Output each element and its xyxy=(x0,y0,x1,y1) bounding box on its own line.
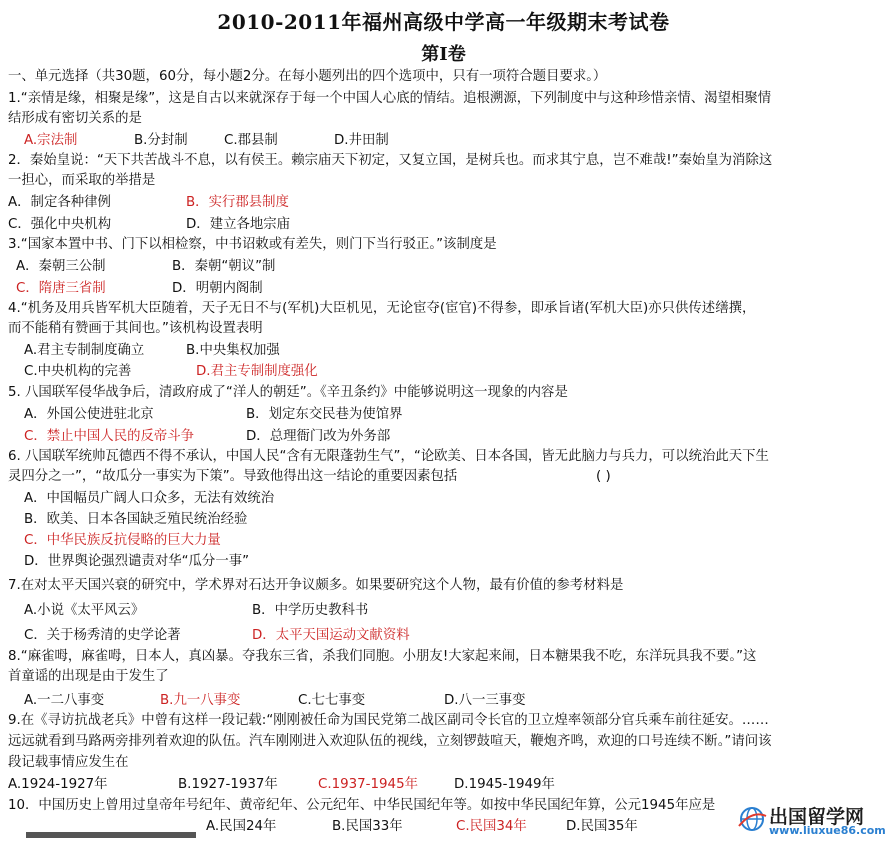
exam-title: 2010-2011年福州高级中学高一年级期末考试卷 xyxy=(217,10,670,34)
question-4-option-b: B.中央集权加强 xyxy=(186,343,280,358)
question-2-option-d: D．建立各地宗庙 xyxy=(186,217,291,232)
question-8-line-1: 8.“麻雀呣，麻雀呣，日本人，真凶暴。夺我东三省，杀我们同胞。小朋友!大家起来闹，日本糖果我不吃，东洋玩具我不要。”这 xyxy=(8,649,757,664)
question-10-line-1: 10．中国历史上曾用过皇帝年号纪年、黄帝纪年、公元纪年、中华民国纪年等。如按中华民国纪年算，公元1945年应是 xyxy=(8,798,716,813)
watermark-url: www.liuxue86.com xyxy=(769,824,886,837)
question-4-option-a: A.君主专制制度确立 xyxy=(24,343,145,358)
page-edge-bar xyxy=(26,832,196,838)
question-8-option-a: A.一二八事变 xyxy=(24,693,105,708)
question-9-line-3: 段记载事情应发生在 xyxy=(8,755,129,770)
question-8-option-c: C.七七事变 xyxy=(298,693,366,708)
question-3-option-a: A．秦朝三公制 xyxy=(16,259,106,274)
question-6-line-1: 6. 八国联军统帅瓦德西不得不承认，中国人民“含有无限蓬勃生气”，“论欧美、日本各国，皆无此脑力与兵力，可以统治此天下生 xyxy=(8,449,769,464)
question-1-line-1: 1.“亲情是缘，相聚是缘”，这是自古以来就深存于每一个中国人心底的情结。追根溯源，下列制度中与这种珍惜亲情、渴望相聚情 xyxy=(8,91,772,106)
question-7-option-c: C．关于杨秀清的史学论著 xyxy=(24,628,181,643)
question-4-option-c: C.中央机构的完善 xyxy=(24,364,132,379)
question-10-option-d: D.民国35年 xyxy=(566,819,638,834)
question-9-option-a: A.1924-1927年 xyxy=(8,777,108,792)
question-7-option-a: A.小说《太平风云》 xyxy=(24,603,145,618)
question-6-option-b: B．欧美、日本各国缺乏殖民统治经验 xyxy=(24,512,248,527)
question-7-line-1: 7.在对太平天国兴衰的研究中，学术界对石达开争议颇多。如果要研究这个人物，最有价值的参考材料是 xyxy=(8,578,624,593)
question-6-option-d: D．世界舆论强烈谴责对华“瓜分一事” xyxy=(24,554,250,569)
question-1-line-2: 结形成有密切关系的是 xyxy=(8,111,142,126)
globe-logo-icon xyxy=(737,806,767,832)
question-9-option-d: D.1945-1949年 xyxy=(454,777,555,792)
question-9-line-1: 9.在《寻访抗战老兵》中曾有这样一段记载:“刚刚被任命为国民党第二战区副司令长官的卫立煌率领部分官兵乘车前往延安。…… xyxy=(8,713,769,728)
question-7-option-b: B．中学历史教科书 xyxy=(252,603,369,618)
question-2-line-2: 一担心，而采取的举措是 xyxy=(8,173,156,188)
watermark-site-name: 出国留学网 xyxy=(769,806,865,828)
question-6-answer-blank: ( ) xyxy=(596,469,611,484)
question-5-option-d: D．总理衙门改为外务部 xyxy=(246,429,391,444)
question-8-option-b: B.九一八事变 xyxy=(160,693,241,708)
question-10-option-b: B.民国33年 xyxy=(332,819,403,834)
site-watermark xyxy=(729,802,886,838)
question-4-line-1: 4.“机务及用兵皆军机大臣随着，天子无日不与(军机)大臣机见，无论宦夺(宦官)不得参，即承旨诸(军机大臣)亦只供传述缮撰， xyxy=(8,301,756,316)
question-5-option-a: A．外国公使进驻北京 xyxy=(24,407,154,422)
question-8-line-2: 首童谣的出现是由于发生了 xyxy=(8,669,169,684)
question-8-option-d: D.八一三事变 xyxy=(444,693,526,708)
question-6-line-2: 灵四分之一”，“故瓜分一事实为下策”。导致他得出这一结论的重要因素包括 xyxy=(8,469,458,484)
question-3-line-1: 3.“国家本置中书、门下以相检察，中书诏敕或有差失，则门下当行驳正。”该制度是 xyxy=(8,237,497,252)
question-2-option-b: B．实行郡县制度 xyxy=(186,195,289,210)
question-9-line-2: 远远就看到马路两旁排列着欢迎的队伍。汽车刚刚进入欢迎队伍的视线，立刻锣鼓喧天，鞭炮齐鸣，欢迎的口号连续不断。”请问该 xyxy=(8,734,772,749)
question-7-option-d: D．太平天国运动文献资料 xyxy=(252,628,410,643)
question-1-option-b: B.分封制 xyxy=(134,133,188,148)
question-4-option-d: D.君主专制制度强化 xyxy=(196,364,318,379)
question-2-option-c: C．强化中央机构 xyxy=(8,217,112,232)
question-5-line-1: 5. 八国联军侵华战争后，清政府成了“洋人的朝廷”。《辛丑条约》中能够说明这一现象的内容是 xyxy=(8,385,568,400)
question-1-option-c: C.郡县制 xyxy=(224,133,278,148)
question-4-line-2: 而不能稍有赞画于其间也。”该机构设置表明 xyxy=(8,321,263,336)
question-5-option-b: B．划定东交民巷为使馆界 xyxy=(246,407,403,422)
question-2-line-1: 2．秦始皇说：“天下共苦战斗不息，以有侯王。赖宗庙天下初定，又复立国，是树兵也。而求其宁息，岂不难哉!”秦始皇为消除这 xyxy=(8,153,773,168)
question-3-option-c: C．隋唐三省制 xyxy=(16,281,106,296)
question-3-option-b: B．秦朝“朝议”制 xyxy=(172,259,276,274)
instructions: 一、单元选择（共30题，60分，每小题2分。在每小题列出的四个选项中，只有一项符合题目要求。） xyxy=(8,69,607,84)
question-6-option-a: A．中国幅员广阔人口众多，无法有效统治 xyxy=(24,491,275,506)
question-9-option-b: B.1927-1937年 xyxy=(178,777,278,792)
question-10-option-c: C.民国34年 xyxy=(456,819,527,834)
section-title: 第Ⅰ卷 xyxy=(421,44,466,65)
question-1-option-d: D.井田制 xyxy=(334,133,389,148)
question-2-option-a: A．制定各种律例 xyxy=(8,195,111,210)
question-9-option-c: C.1937-1945年 xyxy=(318,777,418,792)
question-10-option-a: A.民国24年 xyxy=(206,819,277,834)
question-6-option-c: C．中华民族反抗侵略的巨大力量 xyxy=(24,533,221,548)
question-3-option-d: D．明朝内阁制 xyxy=(172,281,263,296)
question-1-option-a: A.宗法制 xyxy=(24,133,78,148)
question-5-option-c: C．禁止中国人民的反帝斗争 xyxy=(24,429,195,444)
